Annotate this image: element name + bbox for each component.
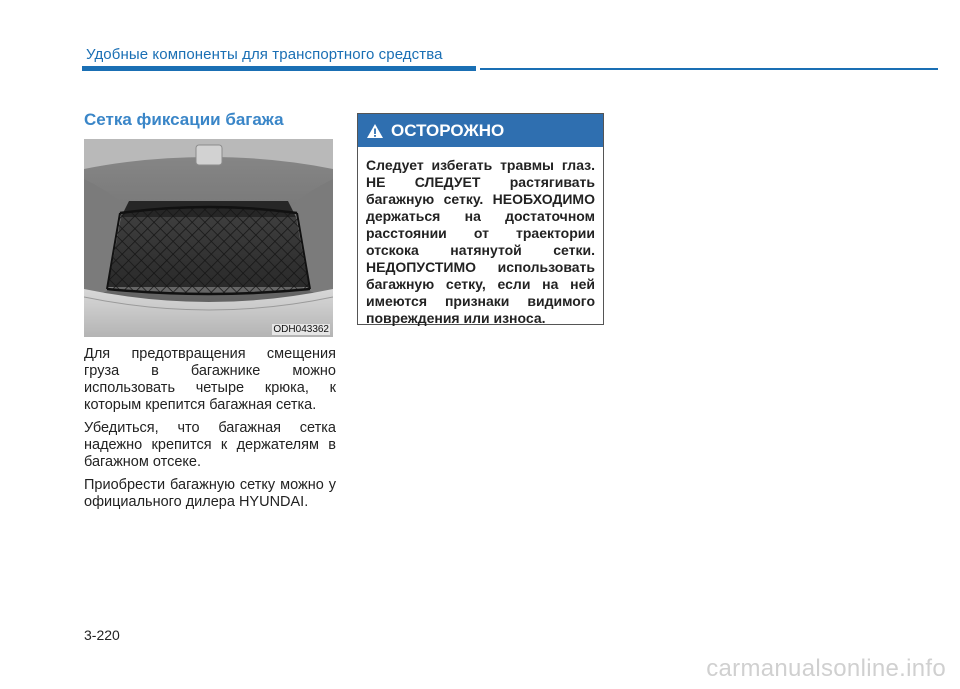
warning-text: Следует избегать травмы глаз. НЕ СЛЕДУЕТ растягивать багажную сетку. НЕОБХОДИМО держаться на достаточном расстоянии от траектории отскока натянутой сетки. НЕДОПУСТИМО использовать багажную сетку, если на ней имеются признаки видимого повреждения или износа. xyxy=(366,157,595,326)
header-rule-thick xyxy=(82,66,476,71)
warning-triangle-icon xyxy=(366,123,384,139)
body-paragraph: Приобрести багажную сетку можно у официального дилера HYUNDAI. xyxy=(84,477,336,510)
body-paragraph: Убедиться, что багажная сетка надежно крепится к держателям в багажном отсеке. xyxy=(84,420,336,470)
figure-code: ODH043362 xyxy=(273,324,329,335)
warning-box xyxy=(357,113,604,325)
header-rule-thin xyxy=(480,68,938,70)
body-text xyxy=(84,346,336,517)
section-title: Сетка фиксации багажа xyxy=(84,110,284,129)
running-head: Удобные компоненты для транспортного средства xyxy=(86,46,443,63)
trunk-net-figure xyxy=(84,139,333,337)
page-number: 3-220 xyxy=(84,627,120,643)
warning-title: ОСТОРОЖНО xyxy=(391,120,505,140)
trunk-net-illustration xyxy=(84,139,333,337)
body-paragraph: Для предотвращения смещения груза в багажнике можно использовать четыре крюка, к которым крепится багажная сетка. xyxy=(84,346,336,413)
warning-header xyxy=(358,114,603,147)
watermark: carmanualsonline.info xyxy=(706,655,946,682)
